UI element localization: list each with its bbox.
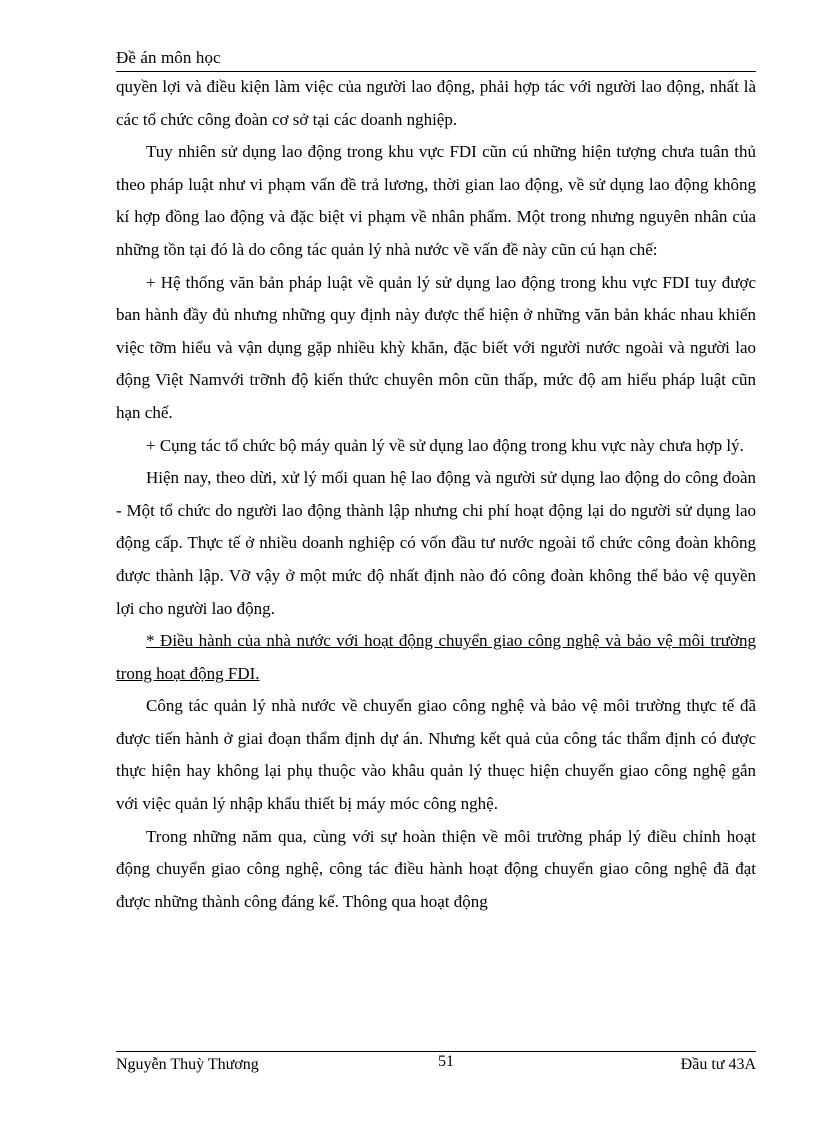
section-heading-text: * Điều hành của nhà nước với hoạt động chuyển giao công nghệ và bảo vệ môi trường trong hoạt động FDI.	[116, 631, 756, 683]
section-heading	[116, 625, 756, 690]
footer-rule	[116, 1051, 756, 1052]
paragraph: Trong những năm qua, cùng với sự hoàn thiện về môi trường pháp lý điều chỉnh hoạt động chuyển giao công nghệ, công tác điều hành hoạt động chuyển giao công nghệ đã đạt được những thành công đáng kể. Thông qua hoạt động	[116, 826, 756, 911]
body-text	[116, 71, 756, 918]
paragraph: + Cụng tác tổ chức bộ máy quản lý về sử dụng lao động trong khu vực này chưa hợp lý.	[146, 435, 744, 455]
paragraph: Tuy nhiên sử dụng lao động trong khu vực FDI cũn cú những hiện tượng chưa tuân thủ theo pháp luật như vi phạm vấn đề trả lương, thời gian lao động, về sử dụng lao động không kí hợp đồng lao động và đặc biệt vi phạm về nhân phẩm. Một trong nhưng nguyên nhân của những tồn tại đó là do công tác quản lý nhà nước về vấn đề này cũn cú hạn chế:	[116, 142, 756, 259]
footer-author: Nguyễn Thuỳ Thương	[116, 1056, 259, 1073]
footer-class: Đầu tư 43A	[680, 1056, 756, 1073]
paragraph: Công tác quản lý nhà nước về chuyển giao công nghệ và bảo vệ môi trường thực tế đã được tiến hành ở giai đoạn thẩm định dự án. Nhưng kết quả của công tác thẩm định có được thực hiện hay không lại phụ thuộc vào khâu quản lý thuẹc hiện chuyển giao công nghệ gắn với việc quản lý nhập khẩu thiết bị máy móc công nghệ.	[116, 696, 756, 814]
paragraph: quyền lợi và điều kiện làm việc của người lao động, phải hợp tác với người lao động, nhất là các tổ chức công đoàn cơ sở tại các doanh nghiệp.	[116, 77, 756, 129]
header-title: Đề án môn học	[116, 48, 221, 67]
paragraph: + Hệ thống văn bản pháp luật về quản lý sử dụng lao động trong khu vực FDI tuy được ban hành đầy đủ nhưng những quy định này được thể hiện ở những văn bản khác nhau khiến việc tỡm hiểu và vận dụng gặp nhiều khỳ khăn, đặc biết với người nước ngoài và người lao động Việt Namvới trỡnh độ kiến thức chuyên môn cũn thấp, mức độ am hiểu pháp luật cũn hạn chế.	[116, 272, 756, 422]
paragraph: Hiện nay, theo dừi, xử lý mối quan hệ lao động và người sử dụng lao động do công đoàn - Một tổ chức do người lao động thành lập nhưng chi phí hoạt động lại do người sử dụng lao động cấp. Thực tế ở nhiều doanh nghiệp có vốn đầu tư nước ngoài tổ chức công đoàn không được thành lập. Vỡ vậy ở một mức độ nhất định nào đó công đoàn không thể bảo vệ quyền lợi cho người lao động.	[116, 468, 756, 618]
page-number: 51	[438, 1053, 454, 1070]
